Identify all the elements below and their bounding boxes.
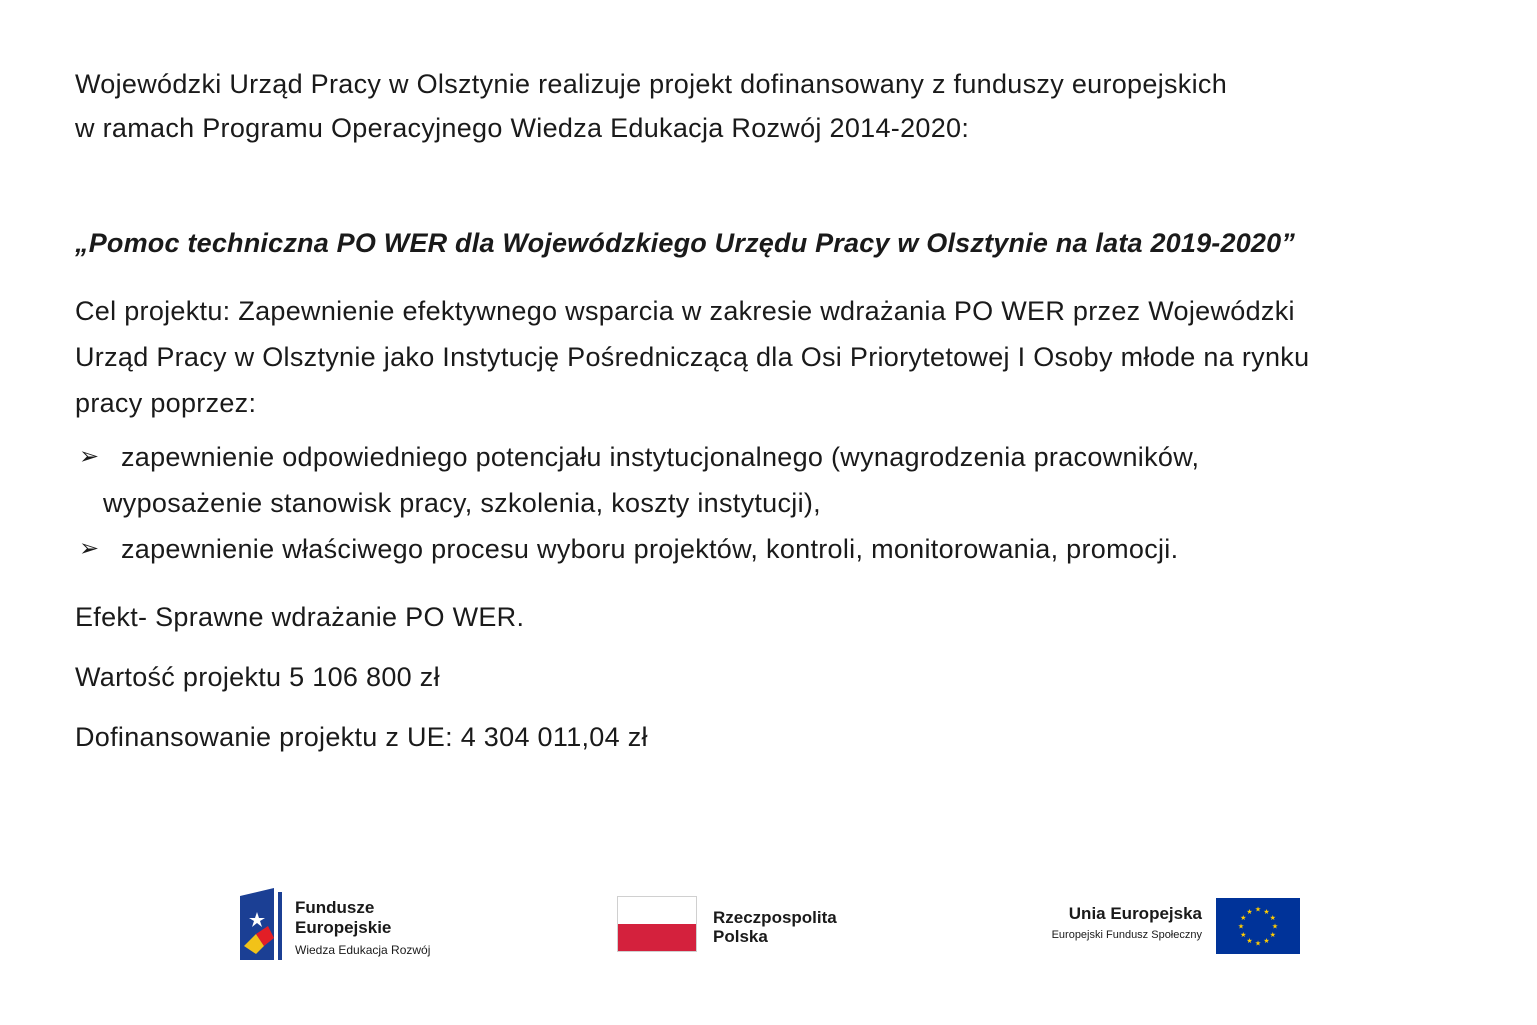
goal-line-2: Urząd Pracy w Olsztynie jako Instytucję Pośredniczącą dla Osi Priorytetowej I Osoby młode na rynku: [75, 342, 1310, 372]
eu-flag-icon: [1216, 898, 1300, 954]
rzeczpospolita-polska-logo: [617, 896, 877, 956]
intro-line-1: Wojewódzki Urząd Pracy w Olsztynie realizuje projekt dofinansowany z funduszy europejskich: [75, 69, 1228, 99]
logo-bar: [0, 880, 1537, 980]
list-item: [75, 526, 1475, 572]
eu-star-icon: ★: [1240, 932, 1247, 939]
eu-star-icon: ★: [1254, 906, 1262, 914]
eu-star-icon: ★: [1271, 923, 1279, 931]
eu-star-icon: ★: [1240, 915, 1247, 922]
project-value: Wartość projektu 5 106 800 zł: [75, 662, 440, 692]
bullet-1-line-2: wyposażenie stanowisk pracy, szkolenia, koszty instytucji),: [103, 488, 821, 518]
unia-europejska-logo: [1030, 898, 1300, 958]
eu-star-icon: ★: [1237, 923, 1245, 931]
eu-star-icon: ★: [1269, 932, 1276, 939]
goal-bullet-list: [75, 434, 1475, 572]
arrow-bullet-icon: ➢: [79, 535, 100, 562]
bullet-2-line-1: zapewnienie właściwego procesu wyboru projektów, kontroli, monitorowania, promocji.: [121, 534, 1179, 564]
fe-line-2: Europejskie: [295, 918, 392, 937]
eu-star-icon: ★: [1263, 908, 1270, 916]
project-title: „Pomoc techniczna PO WER dla Wojewódzkiego Urzędu Pracy w Olsztynie na lata 2019-2020”: [75, 228, 1296, 258]
fundusze-europejskie-mark-icon: [240, 888, 282, 960]
goal-line-1: Cel projektu: Zapewnienie efektywnego wsparcia w zakresie wdrażania PO WER przez Wojewódzki: [75, 296, 1295, 326]
fundusze-europejskie-logo: [240, 888, 450, 963]
goal-line-3: pracy poprzez:: [75, 388, 257, 418]
bullet-1-line-1: zapewnienie odpowiedniego potencjału instytucjonalnego (wynagrodzenia pracowników,: [121, 442, 1200, 472]
polish-flag-icon: [617, 896, 697, 952]
eu-star-icon: ★: [1246, 908, 1253, 916]
list-item: [75, 434, 1475, 480]
rp-line-2: Polska: [713, 927, 768, 946]
ue-line-2: Europejski Fundusz Społeczny: [1051, 929, 1202, 941]
eu-star-icon: ★: [1269, 915, 1276, 922]
intro-line-2: w ramach Programu Operacyjnego Wiedza Edukacja Rozwój 2014-2020:: [75, 113, 970, 143]
list-item: [75, 480, 1475, 526]
eu-star-icon: ★: [1263, 938, 1270, 946]
project-goal: [75, 288, 1475, 572]
eu-funding: Dofinansowanie projektu z UE: 4 304 011,04 zł: [75, 722, 648, 752]
intro: [75, 62, 1475, 150]
arrow-bullet-icon: ➢: [79, 443, 100, 470]
eu-star-icon: ★: [1254, 940, 1262, 948]
fe-line-1: Fundusze: [295, 898, 375, 917]
fe-line-3: Wiedza Edukacja Rozwój: [295, 943, 431, 957]
rp-line-1: Rzeczpospolita: [713, 908, 837, 927]
effect-text: Efekt- Sprawne wdrażanie PO WER.: [75, 602, 525, 632]
ue-line-1: Unia Europejska: [1068, 904, 1202, 923]
eu-star-icon: ★: [1246, 938, 1253, 946]
